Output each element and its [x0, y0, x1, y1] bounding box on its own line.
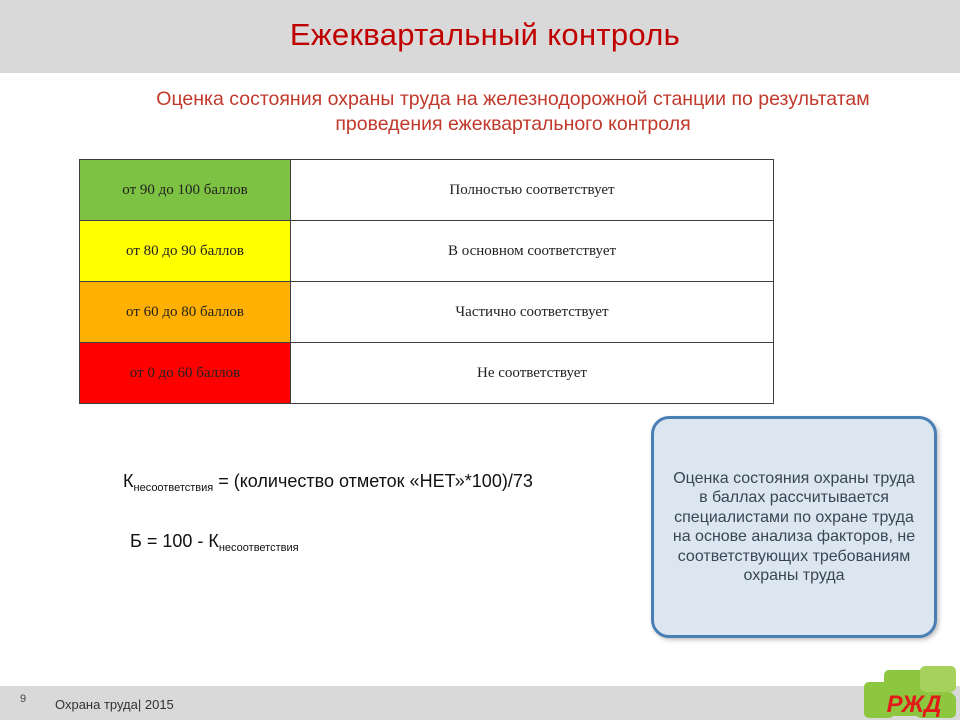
range-cell: от 80 до 90 баллов [80, 221, 291, 282]
table-row [80, 343, 774, 404]
formula-expression: Б = 100 - К [130, 531, 219, 551]
page-number: 9 [20, 693, 27, 705]
table-row [80, 160, 774, 221]
page-title: Ежеквартальный контроль [289, 17, 681, 52]
info-box [651, 416, 937, 638]
info-box-text: Оценка состояния охраны труда в баллах рассчитывается специалистами по охране труда на основе анализа факторов, не соответствующих требованиям охраны труда [672, 469, 916, 584]
formula-score [130, 531, 299, 554]
subtitle: Оценка состояния охраны труда на железнодорожной станции по результатам проведения ежеквартального контроля [156, 88, 870, 135]
logo-text: РЖД [886, 691, 942, 718]
formula-expression: = (количество отметок «НЕТ»*100)/73 [213, 471, 533, 491]
formula-noncompliance [123, 471, 533, 494]
footer-text: Охрана труда| 2015 [55, 697, 174, 712]
range-cell: от 90 до 100 баллов [80, 160, 291, 221]
status-cell: Не соответствует [291, 343, 774, 404]
status-cell: Частично соответствует [291, 282, 774, 343]
rating-table [79, 159, 774, 404]
range-cell: от 0 до 60 баллов [80, 343, 291, 404]
status-cell: Полностью соответствует [291, 160, 774, 221]
formula-subscript: несоответствия [133, 482, 214, 494]
formula-symbol: К [123, 471, 134, 491]
table-row [80, 282, 774, 343]
range-cell: от 60 до 80 баллов [80, 282, 291, 343]
status-cell: В основном соответствует [291, 221, 774, 282]
rzd-logo [862, 664, 958, 720]
table-row [80, 221, 774, 282]
formula-subscript: несоответствия [218, 542, 299, 554]
